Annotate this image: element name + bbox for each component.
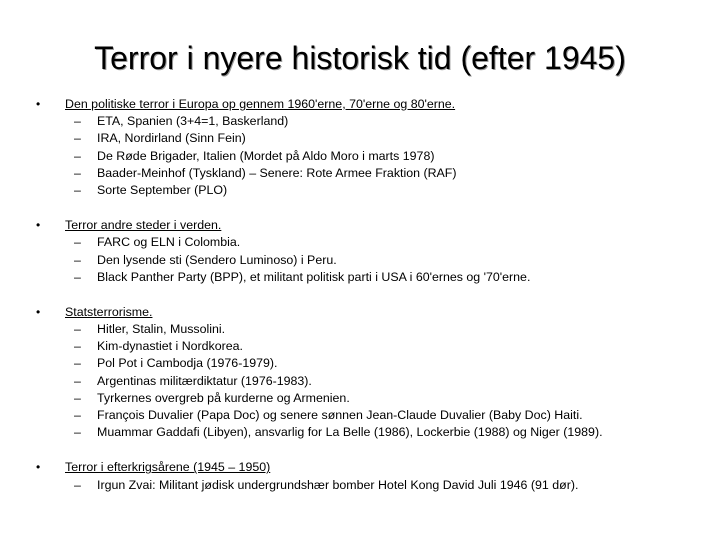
dash-icon: – (74, 114, 81, 129)
list-item (0, 182, 720, 199)
section-state-terror (0, 304, 720, 442)
slide-content (0, 96, 720, 494)
list-item (0, 113, 720, 130)
sub-list (0, 234, 720, 286)
list-item-text: Baader-Meinhof (Tyskland) – Senere: Rote Armee Fraktion (RAF) (97, 165, 457, 180)
list-item (0, 407, 720, 424)
bullet-icon: • (36, 460, 41, 475)
list-item-text: Den lysende sti (Sendero Luminoso) i Peru. (97, 252, 337, 267)
dash-icon: – (74, 477, 81, 492)
list-item-text: Tyrkernes overgreb på kurderne og Armenien. (97, 390, 350, 405)
dash-icon: – (74, 408, 81, 423)
list-item (0, 252, 720, 269)
dash-icon: – (74, 131, 81, 146)
dash-icon: – (74, 322, 81, 337)
section-world (0, 217, 720, 286)
dash-icon: – (74, 425, 81, 440)
dash-icon: – (74, 356, 81, 371)
list-item-text: Kim-dynastiet i Nordkorea. (97, 339, 243, 354)
bullet-icon: • (36, 304, 41, 319)
dash-icon: – (74, 165, 81, 180)
list-item (0, 148, 720, 165)
dash-icon: – (74, 252, 81, 267)
list-item-text: Hitler, Stalin, Mussolini. (97, 322, 226, 337)
dash-icon: – (74, 373, 81, 388)
sub-list (0, 477, 720, 494)
dash-icon: – (74, 182, 81, 197)
section-heading: Statsterrorisme. (65, 304, 153, 319)
list-item (0, 269, 720, 286)
list-item (0, 390, 720, 407)
list-item-text: Argentinas militærdiktatur (1976-1983). (97, 373, 312, 388)
list-item-text: Sorte September (PLO) (97, 182, 228, 197)
list-item-text: De Røde Brigader, Italien (Mordet på Aldo Moro i marts 1978) (97, 148, 435, 163)
bullet-icon: • (36, 218, 41, 233)
list-item-text: ETA, Spanien (3+4=1, Baskerland) (97, 114, 289, 129)
section-postwar (0, 459, 720, 493)
bullet-icon: • (36, 97, 41, 111)
section-heading: Terror andre steder i verden. (65, 218, 222, 233)
sub-list (0, 321, 720, 441)
dash-icon: – (74, 269, 81, 284)
list-item-text: Pol Pot i Cambodja (1976-1979). (97, 356, 278, 371)
section-europe (0, 96, 720, 199)
list-item (0, 338, 720, 355)
dash-icon: – (74, 390, 81, 405)
dash-icon: – (74, 339, 81, 354)
section-heading: Den politiske terror i Europa op gennem 1960'erne, 70'erne og 80'erne. (65, 97, 456, 111)
list-item (0, 355, 720, 372)
dash-icon: – (74, 148, 81, 163)
slide-title: Terror i nyere historisk tid (efter 1945) (94, 40, 626, 76)
list-item (0, 373, 720, 390)
list-item-text: IRA, Nordirland (Sinn Fein) (97, 131, 246, 146)
list-item-text: Muammar Gaddafi (Libyen), ansvarlig for La Belle (1986), Lockerbie (1988) og Niger (1989). (97, 425, 603, 440)
list-item (0, 424, 720, 441)
list-item (0, 477, 720, 494)
dash-icon: – (74, 235, 81, 250)
list-item (0, 234, 720, 251)
list-item-text: Black Panther Party (BPP), et militant politisk parti i USA i 60'ernes og '70'erne. (97, 269, 531, 284)
list-item (0, 130, 720, 147)
list-item-text: Irgun Zvai: Militant jødisk undergrundshær bomber Hotel Kong David Juli 1946 (91 dør). (97, 477, 579, 492)
list-item (0, 321, 720, 338)
section-heading: Terror i efterkrigsårene (1945 – 1950) (65, 460, 271, 475)
list-item-text: François Duvalier (Papa Doc) og senere sønnen Jean-Claude Duvalier (Baby Doc) Haiti. (97, 408, 583, 423)
list-item (0, 165, 720, 182)
list-item-text: FARC og ELN i Colombia. (97, 235, 241, 250)
sub-list (0, 113, 720, 199)
